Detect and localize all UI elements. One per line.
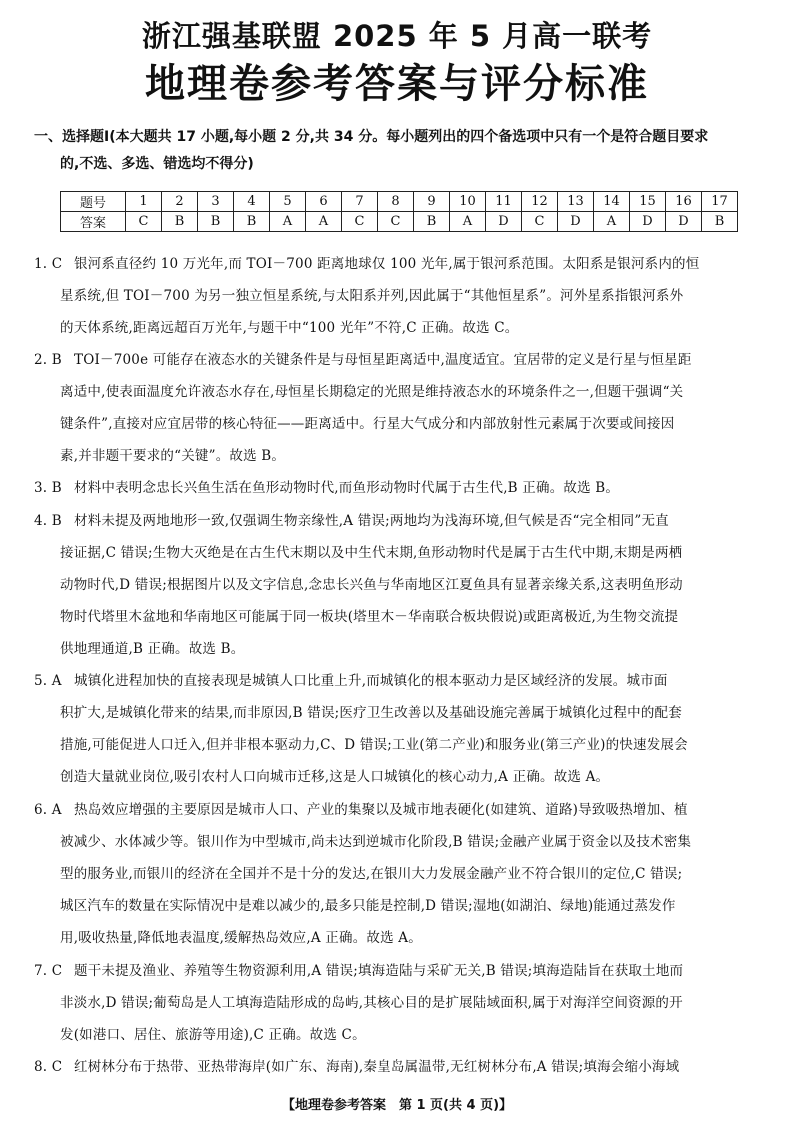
table-cell: A (594, 212, 630, 232)
explanation-q4 (34, 505, 782, 665)
explanation-q7 (34, 955, 782, 1051)
table-cell: A (450, 212, 486, 232)
table-cell: 13 (558, 192, 594, 212)
explanation-line: 供地理通道,B 正确。故选 B。 (60, 641, 245, 657)
question-number: 3. B (34, 480, 62, 496)
table-cell: 15 (630, 192, 666, 212)
row-label-answer: 答案 (61, 212, 126, 232)
row-label-number: 题号 (61, 192, 126, 212)
table-cell: B (162, 212, 198, 232)
question-number: 1. C (34, 256, 63, 272)
answer-table (60, 191, 738, 232)
table-cell: 2 (162, 192, 198, 212)
table-cell: C (522, 212, 558, 232)
table-cell: A (306, 212, 342, 232)
explanation-line: 型的服务业,而银川的经济在全国并不是十分的发达,在银川大力发展金融产业不符合银川的定位,C 错误; (60, 866, 683, 882)
explanation-line: 素,并非题干要求的“关键”。故选 B。 (60, 448, 286, 464)
table-cell: B (234, 212, 270, 232)
table-cell: 10 (450, 192, 486, 212)
explanation-line: 用,吸收热量,降低地表温度,缓解热岛效应,A 正确。故选 A。 (60, 930, 422, 946)
table-cell: 9 (414, 192, 450, 212)
table-cell: 14 (594, 192, 630, 212)
explanation-q6 (34, 794, 782, 954)
explanation-line: 城区汽车的数量在实际情况中是难以减少的,最多只能是控制,D 错误;湿地(如湖泊、绿地)能通过蒸发作 (60, 898, 676, 914)
explanation-line: 键条件”,直接对应宜居带的核心特征——距离适中。行星大气成分和内部放射性元素属于次要或间接因 (60, 416, 675, 432)
explanation-line: 题干未提及渔业、养殖等生物资源利用,A 错误;填海造陆与采矿无关,B 错误;填海造陆旨在获取土地而 (74, 963, 684, 979)
table-cell: 3 (198, 192, 234, 212)
table-cell: D (630, 212, 666, 232)
explanation-line: TOI－700e 可能存在液态水的关键条件是与母恒星距离适中,温度适宜。宜居带的定义是行星与恒星距 (74, 352, 692, 368)
page-title-line2: 地理卷参考答案与评分标准 (145, 61, 649, 107)
explanation-q5 (34, 665, 782, 793)
table-cell: C (342, 212, 378, 232)
explanation-line: 接证据,C 错误;生物大灭绝是在古生代末期以及中生代末期,鱼形动物时代是属于古生代中期,末期是两栖 (60, 545, 683, 561)
explanation-line: 银河系直径约 10 万光年,而 TOI－700 距离地球仅 100 光年,属于银河系范围。太阳系是银河系内的恒 (74, 256, 700, 272)
explanation-line: 发(如港口、居住、旅游等用途),C 正确。故选 C。 (60, 1027, 366, 1043)
explanation-q1 (34, 248, 782, 344)
explanation-line: 星系统,但 TOI－700 为另一独立恒星系统,与太阳系并列,因此属于“其他恒星系”。河外星系指银河系外 (60, 288, 684, 304)
table-cell: 12 (522, 192, 558, 212)
table-cell: 17 (702, 192, 738, 212)
table-cell: 6 (306, 192, 342, 212)
explanation-q8 (34, 1051, 782, 1083)
question-number: 4. B (34, 513, 62, 529)
table-cell: D (666, 212, 702, 232)
question-number: 8. C (34, 1059, 63, 1075)
table-cell: B (414, 212, 450, 232)
explanation-line: 物时代塔里木盆地和华南地区可能属于同一板块(塔里木－华南联合板块假说)或距离极近,为生物交流提 (60, 609, 679, 625)
question-number: 7. C (34, 963, 63, 979)
section-heading (34, 124, 782, 178)
question-number: 6. A (34, 802, 62, 818)
section-heading-line1: 一、选择题Ⅰ(本大题共 17 小题,每小题 2 分,共 34 分。每小题列出的四个备选项中只有一个是符合题目要求 (34, 129, 709, 145)
explanation-line: 城镇化进程加快的直接表现是城镇人口比重上升,而城镇化的根本驱动力是区域经济的发展。城市面 (74, 673, 668, 689)
table-cell: B (702, 212, 738, 232)
table-cell: 4 (234, 192, 270, 212)
question-number: 5. A (34, 673, 62, 689)
table-cell: A (270, 212, 306, 232)
explanation-line: 材料中表明念忠长兴鱼生活在鱼形动物时代,而鱼形动物时代属于古生代,B 正确。故选 B。 (74, 480, 620, 496)
explanation-line: 动物时代,D 错误;根据图片以及文字信息,念忠长兴鱼与华南地区江夏鱼具有显著亲缘关系,这表明鱼形动 (60, 577, 683, 593)
explanation-line: 积扩大,是城镇化带来的结果,而非原因,B 错误;医疗卫生改善以及基础设施完善属于城镇化过程中的配套 (60, 705, 682, 721)
explanation-line: 非淡水,D 错误;葡萄岛是人工填海造陆形成的岛屿,其核心目的是扩展陆域面积,属于对海洋空间资源的开 (60, 995, 683, 1011)
explanation-q2 (34, 344, 782, 472)
table-cell: 7 (342, 192, 378, 212)
explanation-line: 热岛效应增强的主要原因是城市人口、产业的集聚以及城市地表硬化(如建筑、道路)导致吸热增加、植 (74, 802, 688, 818)
page-title-line1: 浙江强基联盟 2025 年 5 月高一联考 (141, 19, 653, 53)
answer-table-number-row (61, 192, 738, 212)
explanation-line: 创造大量就业岗位,吸引农村人口向城市迁移,这是人口城镇化的核心动力,A 正确。故选 A。 (60, 769, 610, 785)
explanation-line: 离适中,使表面温度允许液态水存在,母恒星长期稳定的光照是维持液态水的环境条件之一,但题干强调“关 (60, 384, 684, 400)
section-heading-line2: 的,不选、多选、错选均不得分) (60, 156, 254, 172)
table-cell: 11 (486, 192, 522, 212)
table-cell: 5 (270, 192, 306, 212)
table-cell: 16 (666, 192, 702, 212)
table-cell: 1 (126, 192, 162, 212)
explanation-line: 措施,可能促进人口迁入,但并非根本驱动力,C、D 错误;工业(第二产业)和服务业(第三产业)的快速发展会 (60, 737, 688, 753)
answer-table-answer-row (61, 212, 738, 232)
table-cell: D (558, 212, 594, 232)
explanation-q3 (34, 472, 782, 504)
page-footer: 【地理卷参考答案 第 1 页(共 4 页)】 (281, 1098, 513, 1113)
table-cell: C (378, 212, 414, 232)
explanation-line: 材料未提及两地地形一致,仅强调生物亲缘性,A 错误;两地均为浅海环境,但气候是否“完全相同”无直 (74, 513, 669, 529)
table-cell: D (486, 212, 522, 232)
question-number: 2. B (34, 352, 62, 368)
table-cell: C (126, 212, 162, 232)
explanation-line: 红树林分布于热带、亚热带海岸(如广东、海南),秦皇岛属温带,无红树林分布,A 错误;填海会缩小海域 (74, 1059, 680, 1075)
explanation-line: 被减少、水体减少等。银川作为中型城市,尚未达到逆城市化阶段,B 错误;金融产业属于资金以及技术密集 (60, 834, 692, 850)
table-cell: B (198, 212, 234, 232)
explanation-line: 的天体系统,距离远超百万光年,与题干中“100 光年”不符,C 正确。故选 C。 (60, 320, 519, 336)
table-cell: 8 (378, 192, 414, 212)
